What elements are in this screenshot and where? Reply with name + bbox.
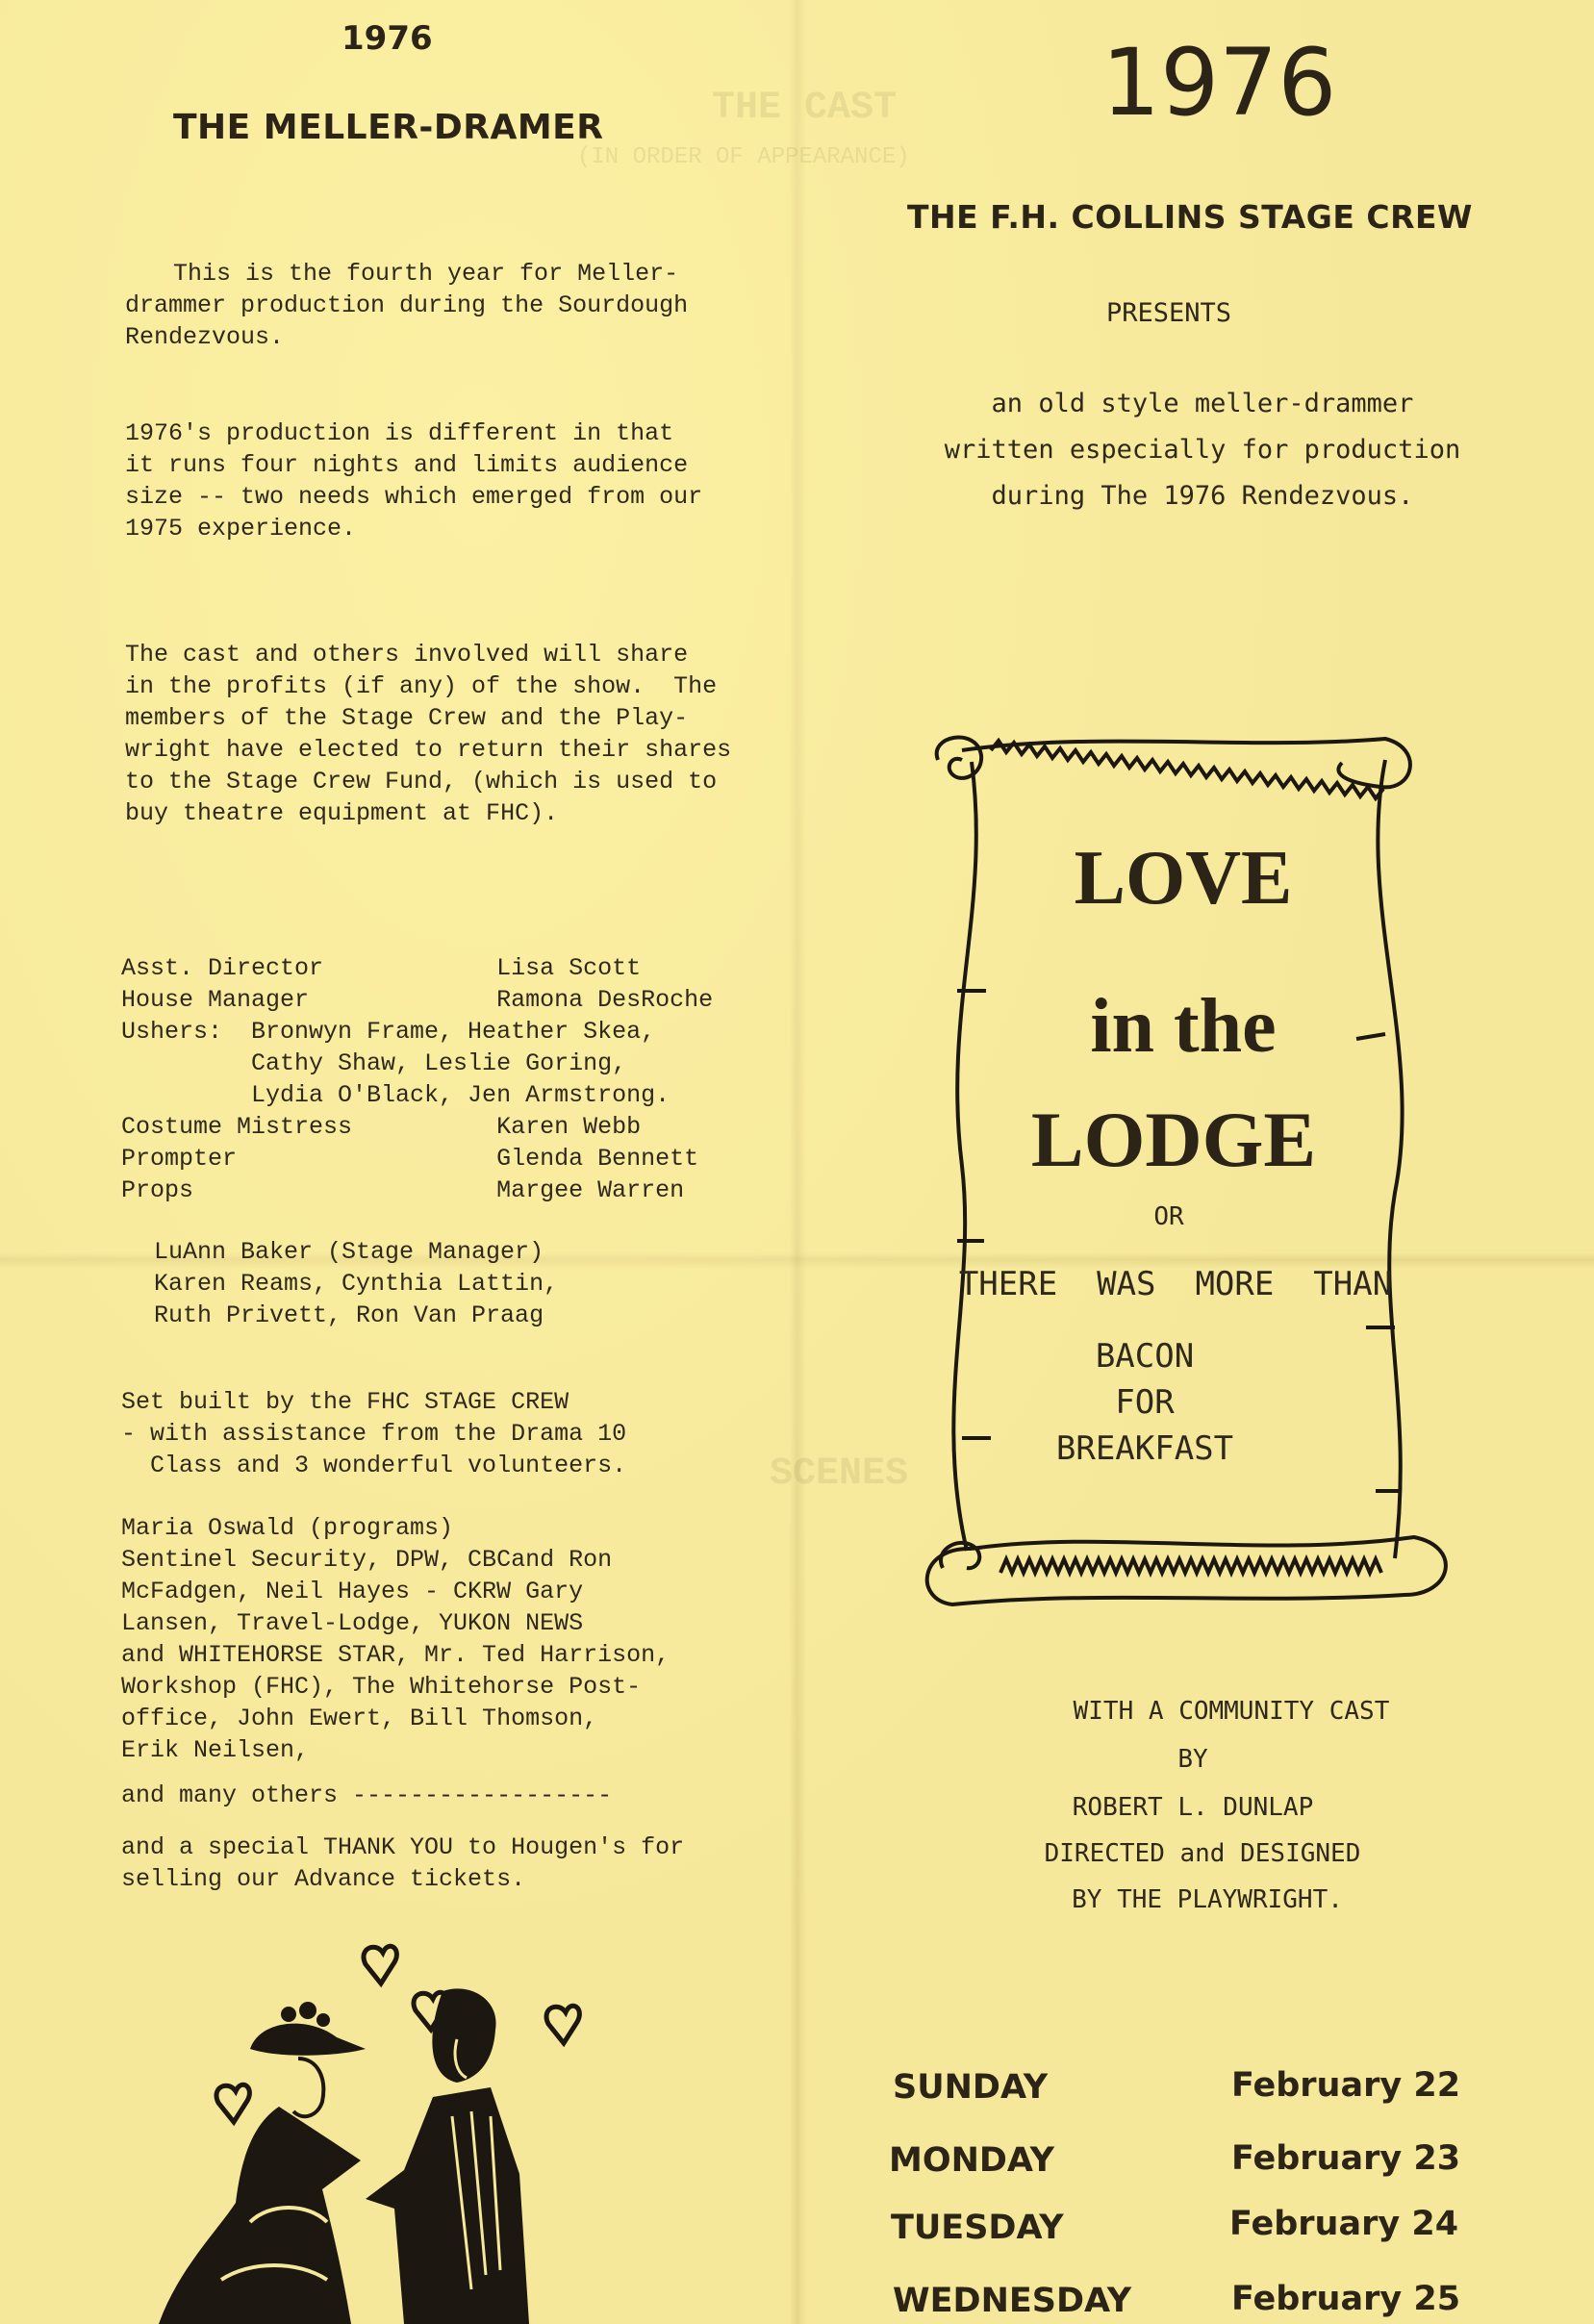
presents-text: PRESENTS — [1106, 298, 1232, 328]
date-feb-24: February 24 — [1229, 2205, 1459, 2243]
intro-paragraph: This is the fourth year for Meller- drammer production during the Sourdough Rendezvous. — [125, 260, 689, 351]
show-subtitle-line-3: FOR — [1115, 1383, 1175, 1422]
show-title-or: OR — [1153, 1202, 1184, 1231]
set-credit: Set built by the FHC STAGE CREW - with assistance from the Drama 10 Class and 3 wonderful volunteers. — [121, 1388, 627, 1479]
many-others: and many others ------------------ — [121, 1781, 613, 1809]
show-title-lodge: LODGE — [1030, 1096, 1317, 1183]
date-day-tuesday: TUESDAY — [891, 2209, 1064, 2247]
couple-illustration — [135, 1933, 635, 2324]
date-feb-22: February 22 — [1231, 2066, 1461, 2105]
special-thanks: and a special THANK YOU to Hougen's for selling our Advance tickets. — [121, 1833, 685, 1893]
thanks-list: Maria Oswald (programs) Sentinel Security, DPW, CBCand Ron McFadgen, Neil Hayes - CKRW Gary Lansen, Travel-Lodge, YUKON NEWS and WHITEHORSE STAR, Mr. Ted Harrison, Workshop (FHC), The Whitehorse Post- office, John Ewert, Bill Thomson, Erik Neilsen, — [121, 1514, 670, 1764]
description-line-3: during The 1976 Rendezvous. — [991, 481, 1414, 511]
date-feb-25: February 25 — [1231, 2280, 1461, 2318]
credit-line-4: DIRECTED and DESIGNED — [1044, 1839, 1361, 1868]
credit-line-2: BY — [1177, 1745, 1208, 1774]
show-subtitle-line-1: THERE WAS MORE THAN — [958, 1265, 1393, 1303]
left-title: THE MELLER-DRAMER — [173, 108, 604, 147]
date-day-wednesday: WEDNESDAY — [893, 2282, 1132, 2320]
stage-crew-heading: THE F.H. COLLINS STAGE CREW — [907, 198, 1473, 236]
production-paragraph: 1976's production is different in that it runs four nights and limits audience size -- two needs which emerged from our 1975 experience. — [125, 419, 703, 543]
show-title-in-the: in the — [1090, 984, 1277, 1069]
show-subtitle-line-2: BACON — [1095, 1337, 1195, 1376]
right-year: 1976 — [1101, 29, 1337, 137]
bleed-through-text: THE CAST — [712, 87, 898, 130]
date-day-sunday: SUNDAY — [893, 2068, 1049, 2107]
show-subtitle-line-4: BREAKFAST — [1055, 1429, 1234, 1468]
credit-line-3: ROBERT L. DUNLAP — [1072, 1793, 1314, 1822]
date-feb-23: February 23 — [1231, 2139, 1461, 2178]
show-title-love: LOVE — [1074, 836, 1293, 921]
profits-paragraph: The cast and others involved will share in the profits (if any) of the show. The members of the Stage Crew and the Play- wright have elected to return their shares to the Stage Crew Fund, (which is used to buy theatre equipment at FHC). — [125, 641, 732, 827]
crew-list: Asst. Director Lisa Scott House Manager Ramona DesRoche Ushers: Bronwyn Frame, Heather Skea, Cathy Shaw, Leslie Goring, Lydia O'Black, Jen Armstrong. Costume Mistress Karen Webb Prompter Glenda Bennett Props Margee Warren — [121, 954, 714, 1204]
bleed-through-text: (IN ORDER OF APPEARANCE) — [577, 144, 910, 170]
description-line-1: an old style meller-drammer — [991, 389, 1414, 418]
credit-line-5: BY THE PLAYWRIGHT. — [1072, 1885, 1343, 1914]
date-day-monday: MONDAY — [889, 2141, 1055, 2180]
left-year: 1976 — [342, 19, 433, 58]
bleed-through-text: SCENES — [770, 1452, 909, 1496]
description-line-2: written especially for production — [944, 435, 1461, 465]
stage-manager-list: LuAnn Baker (Stage Manager) Karen Reams, Cynthia Lattin, Ruth Privett, Ron Van Praag — [154, 1238, 559, 1329]
woman-hat-icon — [250, 2024, 366, 2056]
credit-line-1: WITH A COMMUNITY CAST — [1073, 1697, 1390, 1726]
